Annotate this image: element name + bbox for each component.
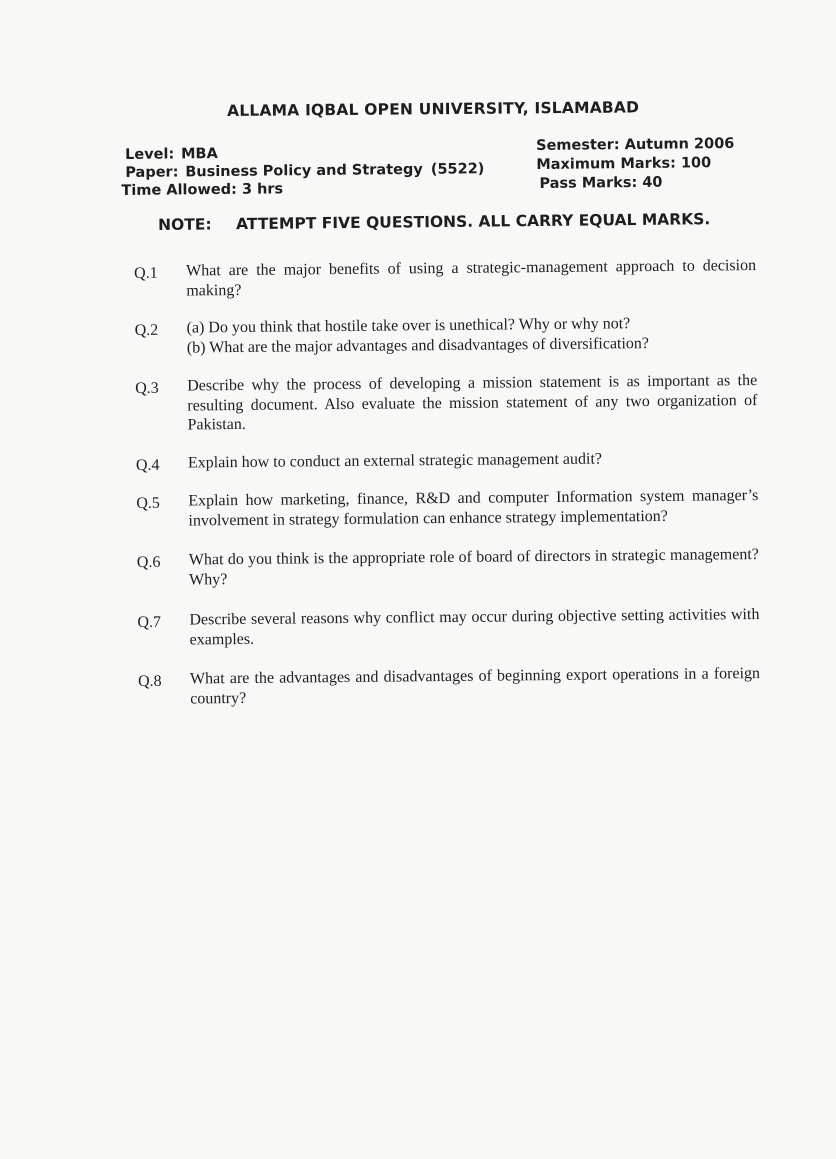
paper-value: Business Policy and Strategy: [185, 161, 423, 181]
question-text: Describe several reasons why conflict may occur during objective setting activities with examples.: [189, 606, 760, 648]
question-text: What do you think is the appropriate role of board of directors in strategic management? Why?: [188, 546, 759, 588]
question-number: Q.1: [134, 264, 158, 282]
question-number: Q.3: [135, 379, 159, 397]
question-list: [134, 256, 760, 709]
question-2: [135, 313, 757, 358]
note-label: NOTE:: [158, 215, 212, 234]
question-number: Q.6: [136, 553, 161, 571]
maximum-marks: Maximum Marks: 100: [536, 155, 712, 173]
semester: Semester: Autumn 2006: [536, 135, 735, 154]
question-text: Explain how marketing, finance, R&D and computer Information system manager’s involvement in strategy formulation can enhance strategy implementation?: [188, 487, 759, 529]
question-4: [136, 448, 758, 473]
paper-row: [121, 160, 484, 182]
level-label: Level:: [125, 146, 175, 163]
exam-meta-right: [536, 135, 735, 194]
question-8: [138, 664, 760, 709]
question-text: Describe why the process of developing a mission statement is as important as the resulting document. Also evaluate the mission statement of any two organization of Pakistan.: [187, 372, 758, 434]
level-value: MBA: [181, 145, 218, 163]
question-number: Q.7: [137, 613, 162, 631]
question-number: Q.2: [134, 321, 159, 339]
question-parts: [187, 313, 757, 357]
note-text: ATTEMPT FIVE QUESTIONS. ALL CARRY EQUAL MARKS.: [235, 210, 711, 234]
question-number: Q.8: [137, 672, 162, 690]
question-3: [135, 371, 758, 435]
exam-meta-left: [121, 142, 485, 200]
question-6: [137, 545, 759, 590]
paper-label: Paper:: [125, 164, 179, 181]
pass-marks: Pass Marks: 40: [539, 174, 663, 192]
university-title: ALLAMA IQBAL OPEN UNIVERSITY, ISLAMABAD: [227, 98, 640, 120]
question-text: What are the advantages and disadvantages of beginning export operations in a foreign country?: [189, 665, 761, 707]
paper-code: (5522): [430, 161, 485, 178]
time-allowed: Time Allowed: 3 hrs: [121, 181, 284, 199]
question-text: Explain how to conduct an external strategic management audit?: [187, 450, 603, 471]
question-7: [137, 605, 759, 650]
question-part-a: (a) Do you think that hostile take over is unethical? Why or why not?: [186, 315, 631, 337]
question-part-b: (b) What are the major advantages and disadvantages of diversification?: [186, 334, 650, 356]
question-number: Q.4: [135, 456, 160, 474]
question-text: What are the major benefits of using a strategic-management approach to decision making?: [186, 257, 757, 299]
question-number: Q.5: [136, 494, 160, 512]
question-1: [134, 256, 756, 301]
question-5: [136, 486, 758, 531]
exam-note: [158, 210, 710, 234]
